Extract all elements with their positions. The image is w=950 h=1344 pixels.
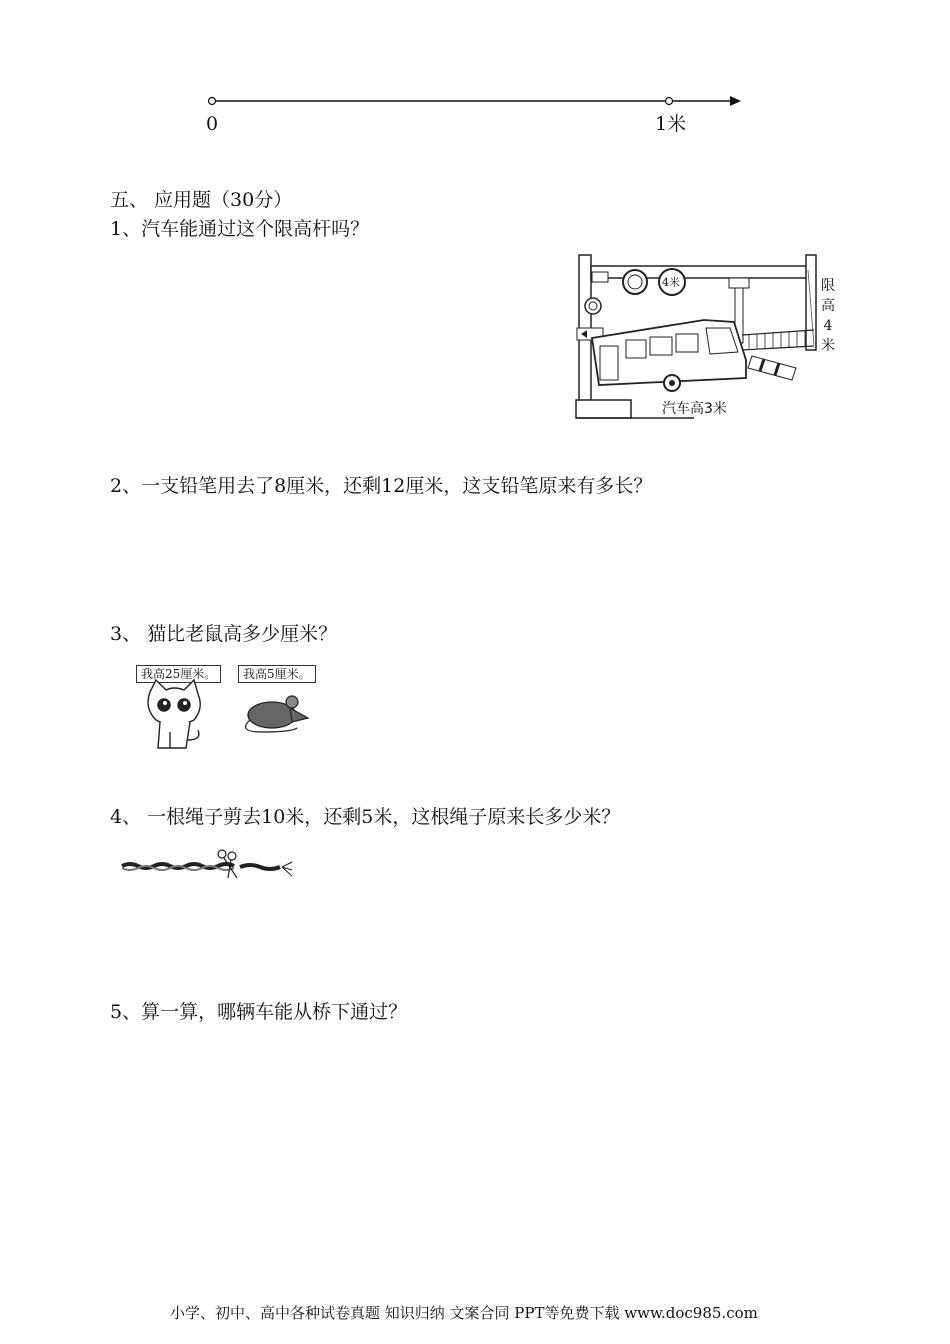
height-sign-label: 4米	[662, 276, 680, 289]
question-3: 3、 猫比老鼠高多少厘米？	[110, 623, 338, 645]
height-limit-char: 高	[821, 298, 835, 314]
mouse-speech-bubble: 我高5厘米。	[238, 665, 316, 683]
rope-figure	[118, 848, 298, 888]
number-line-start-label: 0	[206, 113, 219, 135]
page-footer: 小学、初中、高中各种试卷真题 知识归纳 文案合同 PPT等免费下载 www.doc985.com	[170, 1304, 758, 1322]
height-limit-char: 米	[821, 338, 835, 354]
question-4: 4、 一根绳子剪去10米，还剩5米，这根绳子原来长多少米？	[110, 806, 621, 828]
height-limit-char: 限	[821, 278, 835, 294]
section-title: 五、 应用题（30分）	[110, 189, 293, 211]
cat-mouse-figure	[132, 660, 342, 760]
height-limit-label	[818, 276, 838, 356]
number-line-end-label: 1米	[655, 113, 687, 135]
height-bar-figure	[574, 250, 840, 420]
cat-speech-bubble: 我高25厘米。	[136, 665, 221, 683]
question-1: 1、汽车能通过这个限高杆吗？	[110, 218, 370, 240]
mouse-icon	[246, 696, 308, 732]
height-limit-char: 4	[823, 318, 833, 334]
car-height-label: 汽车高3米	[662, 401, 727, 417]
cat-icon	[148, 680, 200, 748]
question-2: 2、一支铅笔用去了8厘米，还剩12厘米，这支铅笔原来有多长？	[110, 475, 653, 497]
question-5: 5、算一算，哪辆车能从桥下通过？	[110, 1001, 408, 1023]
